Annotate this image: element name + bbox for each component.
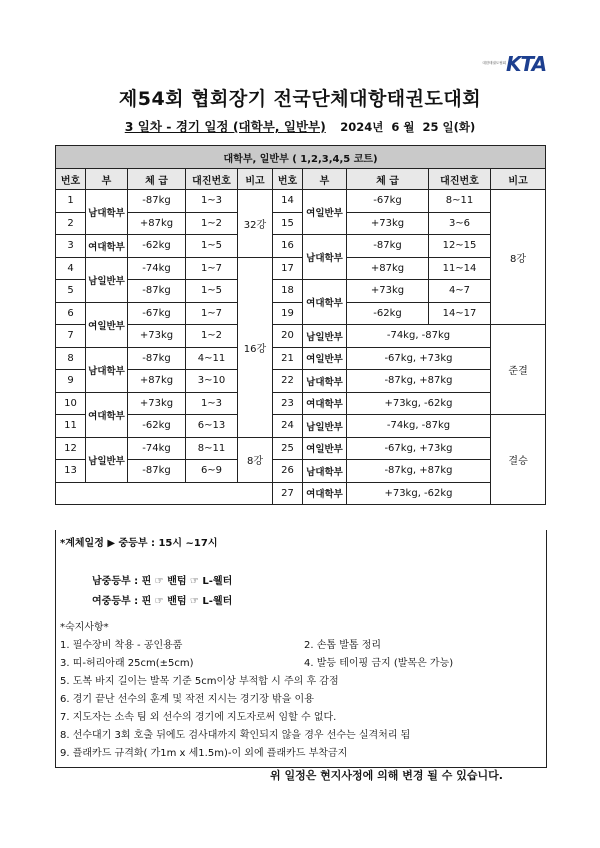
cell-division: 여일반부 (86, 302, 128, 347)
table-row (56, 257, 546, 280)
cell-match: 8~11 (429, 190, 491, 213)
cell-match: 6~9 (186, 460, 238, 483)
table-row (56, 302, 546, 325)
kta-logo (506, 52, 552, 74)
cell-no: 24 (273, 415, 303, 438)
note-item: 4. 발등 테이핑 금지 (발목은 가능) (304, 658, 454, 669)
cell-weight: +73kg (128, 325, 186, 348)
cell-match: 1~2 (186, 325, 238, 348)
cell-no: 1 (56, 190, 86, 213)
date-month-unit: 월 (403, 120, 415, 134)
date-day-suffix: 일(화) (442, 120, 476, 134)
cell-weight: +73kg (128, 392, 186, 415)
table-row (56, 280, 546, 303)
cell-no: 12 (56, 437, 86, 460)
cell-division: 남일반부 (303, 415, 347, 438)
notes-heading: *숙지사항* (60, 622, 109, 633)
schedule-table (55, 145, 546, 505)
cell-note: 결승 (491, 415, 546, 505)
cell-division: 여일반부 (303, 437, 347, 460)
cell-no: 13 (56, 460, 86, 483)
cell-weight: -87kg, +87kg (347, 370, 491, 393)
boys-weigh-in-order: 남중등부 : 핀 ☞ 밴텀 ☞ L-웰터 (92, 576, 233, 587)
cell-match: 6~13 (186, 415, 238, 438)
table-row (56, 437, 546, 460)
date-day: 25 (422, 120, 439, 134)
table-row (56, 212, 546, 235)
footer-notice: 위 일정은 현지사정에 의해 변경 될 수 있습니다. (270, 769, 503, 782)
cell-weight: -62kg (128, 415, 186, 438)
cell-weight: -74kg (128, 257, 186, 280)
date-year: 2024년 (340, 120, 384, 134)
note-item: 5. 도복 바지 길이는 발목 기준 5cm이상 부적합 시 주의 후 감점 (60, 676, 339, 687)
cell-match: 4~7 (429, 280, 491, 303)
cell-no: 5 (56, 280, 86, 303)
table-banner-row (56, 146, 546, 169)
cell-match: 11~14 (429, 257, 491, 280)
table-row (56, 460, 546, 483)
cell-no: 20 (273, 325, 303, 348)
cell-match: 8~11 (186, 437, 238, 460)
cell-match: 14~17 (429, 302, 491, 325)
cell-no: 18 (273, 280, 303, 303)
note-item: 3. 띠-허리아래 25cm(±5cm) (60, 658, 194, 669)
note-item: 8. 선수대기 3회 호출 뒤에도 검사대까지 확인되지 않을 경우 선수는 실격처리 됨 (60, 730, 411, 741)
table-row (56, 347, 546, 370)
note-item: 7. 지도자는 소속 팀 외 선수의 경기에 지도자로써 임할 수 없다. (60, 712, 337, 723)
cell-no: 26 (273, 460, 303, 483)
cell-division: 여대학부 (303, 482, 347, 505)
cell-match: 1~5 (186, 235, 238, 258)
cell-weight: -62kg (128, 235, 186, 258)
header-note: 비고 (491, 169, 546, 190)
cell-division: 남대학부 (303, 460, 347, 483)
header-weight: 체 급 (347, 169, 429, 190)
cell-note: 8강 (238, 437, 273, 482)
note-item: 6. 경기 끝난 선수의 훈계 및 작전 지시는 경기장 밖을 이용 (60, 694, 314, 705)
cell-division: 남일반부 (86, 437, 128, 482)
table-header-row (56, 169, 546, 190)
cell-note: 준결 (491, 325, 546, 415)
table-banner: 대학부, 일반부 ( 1,2,3,4,5 코트) (56, 146, 546, 169)
header-division: 부 (86, 169, 128, 190)
subtitle-text: 3 일차 - 경기 일정 (대학부, 일반부) (124, 119, 326, 134)
cell-weight: +73kg, -62kg (347, 392, 491, 415)
header-match: 대진번호 (186, 169, 238, 190)
cell-weight: -87kg (128, 460, 186, 483)
cell-no: 9 (56, 370, 86, 393)
cell-weight: -67kg, +73kg (347, 347, 491, 370)
cell-match: 3~10 (186, 370, 238, 393)
cell-weight: +73kg (347, 212, 429, 235)
cell-match: 4~11 (186, 347, 238, 370)
cell-weight: +87kg (128, 370, 186, 393)
cell-no: 19 (273, 302, 303, 325)
cell-no: 8 (56, 347, 86, 370)
notes-section (55, 530, 547, 768)
cell-weight: -87kg (128, 347, 186, 370)
cell-division: 여대학부 (86, 392, 128, 437)
cell-division: 남대학부 (86, 347, 128, 392)
cell-no: 3 (56, 235, 86, 258)
cell-no: 10 (56, 392, 86, 415)
table-row (56, 235, 546, 258)
cell-match: 3~6 (429, 212, 491, 235)
header-no: 번호 (56, 169, 86, 190)
note-item: 9. 플래카드 규격화( 가1m x 세1.5m)-이 외에 플래카드 부착금지 (60, 748, 348, 759)
subtitle-date (340, 120, 475, 134)
page-title: 제54회 협회장기 전국단체대항태권도대회 (118, 88, 482, 110)
cell-no: 25 (273, 437, 303, 460)
table-row (56, 392, 546, 415)
cell-no: 23 (273, 392, 303, 415)
cell-empty (56, 482, 273, 505)
cell-note: 32강 (238, 190, 273, 258)
cell-no: 2 (56, 212, 86, 235)
cell-match: 1~5 (186, 280, 238, 303)
cell-match: 1~3 (186, 392, 238, 415)
cell-no: 22 (273, 370, 303, 393)
cell-no: 7 (56, 325, 86, 348)
cell-no: 17 (273, 257, 303, 280)
logo-text: KTA (506, 52, 547, 76)
cell-weight: +73kg, -62kg (347, 482, 491, 505)
cell-no: 4 (56, 257, 86, 280)
cell-division: 여일반부 (303, 190, 347, 235)
cell-note: 8강 (491, 190, 546, 325)
cell-no: 21 (273, 347, 303, 370)
cell-match: 1~7 (186, 257, 238, 280)
date-month: 6 (391, 120, 400, 134)
cell-weight: -87kg (128, 190, 186, 213)
cell-match: 12~15 (429, 235, 491, 258)
header-weight: 체 급 (128, 169, 186, 190)
table-row (56, 325, 546, 348)
cell-no: 16 (273, 235, 303, 258)
cell-weight: +87kg (128, 212, 186, 235)
cell-division: 여대학부 (303, 280, 347, 325)
table-row (56, 415, 546, 438)
cell-weight: -87kg (128, 280, 186, 303)
logo-caption: 대한태권도협회 (482, 61, 506, 65)
cell-no: 14 (273, 190, 303, 213)
cell-weight: -67kg, +73kg (347, 437, 491, 460)
cell-no: 15 (273, 212, 303, 235)
table-row (56, 190, 546, 213)
cell-division: 여대학부 (86, 235, 128, 258)
cell-no: 27 (273, 482, 303, 505)
weigh-in-schedule: *계체일정 ▶ 중등부 : 15시 ~17시 (60, 538, 218, 549)
cell-match: 1~3 (186, 190, 238, 213)
cell-weight: -87kg, +87kg (347, 460, 491, 483)
table-row (56, 370, 546, 393)
cell-weight: +73kg (347, 280, 429, 303)
cell-division: 남대학부 (303, 235, 347, 280)
cell-division: 남일반부 (86, 257, 128, 302)
header-division: 부 (303, 169, 347, 190)
header-no: 번호 (273, 169, 303, 190)
cell-weight: -74kg, -87kg (347, 415, 491, 438)
header-note: 비고 (238, 169, 273, 190)
cell-weight: +87kg (347, 257, 429, 280)
cell-weight: -67kg (347, 190, 429, 213)
cell-weight: -87kg (347, 235, 429, 258)
header-match: 대진번호 (429, 169, 491, 190)
page-subtitle (0, 117, 600, 135)
cell-weight: -67kg (128, 302, 186, 325)
cell-weight: -74kg, -87kg (347, 325, 491, 348)
girls-weigh-in-order: 여중등부 : 핀 ☞ 밴텀 ☞ L-웰터 (92, 596, 233, 607)
cell-division: 여일반부 (303, 347, 347, 370)
cell-division: 여대학부 (303, 392, 347, 415)
note-item: 1. 필수장비 착용 - 공인용품 (60, 640, 183, 651)
cell-division: 남대학부 (303, 370, 347, 393)
cell-match: 1~7 (186, 302, 238, 325)
cell-weight: -62kg (347, 302, 429, 325)
cell-no: 11 (56, 415, 86, 438)
table-row (56, 482, 546, 505)
cell-weight: -74kg (128, 437, 186, 460)
cell-division: 남대학부 (86, 190, 128, 235)
note-item: 2. 손톱 발톱 정리 (304, 640, 382, 651)
cell-no: 6 (56, 302, 86, 325)
cell-match: 1~2 (186, 212, 238, 235)
cell-note: 16강 (238, 257, 273, 437)
cell-division: 남일반부 (303, 325, 347, 348)
